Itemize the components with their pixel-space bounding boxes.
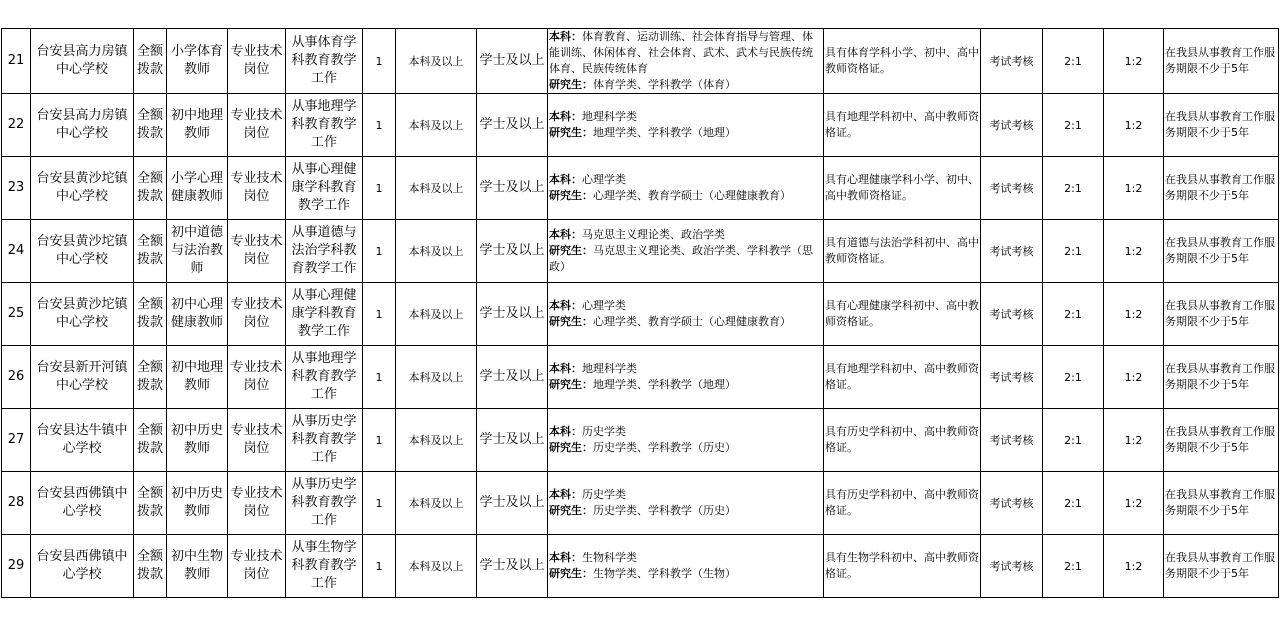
exam-ratio: 2:1 bbox=[1043, 94, 1104, 157]
undergraduate-major bbox=[549, 29, 822, 77]
postgraduate-majors: 心理学类、教育学硕士（心理健康教育） bbox=[593, 189, 791, 202]
post-name: 初中心理健康教师 bbox=[167, 283, 228, 346]
post-name: 初中生物教师 bbox=[167, 535, 228, 598]
exam-method: 考试考核 bbox=[981, 220, 1043, 283]
postgraduate-majors: 历史学类、学科教学（历史） bbox=[593, 504, 736, 517]
degree-requirement: 学士及以上 bbox=[477, 472, 548, 535]
postgraduate-label: 研究生： bbox=[549, 189, 593, 202]
undergraduate-label: 本科： bbox=[549, 173, 582, 186]
undergraduate-majors: 马克思主义理论类、政治学类 bbox=[582, 228, 725, 241]
undergraduate-majors: 体育教育、运动训练、社会体育指导与管理、体能训练、休闲体育、社会体育、武术、武术与民族传统体育、民族传统体育 bbox=[549, 30, 813, 75]
assessment-ratio: 1:2 bbox=[1104, 472, 1164, 535]
undergraduate-major bbox=[549, 361, 822, 377]
degree-requirement: 学士及以上 bbox=[477, 283, 548, 346]
table-row bbox=[2, 535, 1279, 598]
row-number: 26 bbox=[2, 346, 31, 409]
postgraduate-majors: 地理学类、学科教学（地理） bbox=[593, 126, 736, 139]
post-name: 初中历史教师 bbox=[167, 409, 228, 472]
postgraduate-label: 研究生： bbox=[549, 567, 593, 580]
undergraduate-major bbox=[549, 550, 822, 566]
exam-ratio: 2:1 bbox=[1043, 220, 1104, 283]
assessment-ratio: 1:2 bbox=[1104, 157, 1164, 220]
other-conditions: 具有地理学科初中、高中教师资格证。 bbox=[824, 346, 981, 409]
undergraduate-label: 本科： bbox=[549, 110, 582, 123]
post-name: 小学体育教师 bbox=[167, 29, 228, 94]
major-requirement bbox=[548, 472, 824, 535]
employer-unit: 台安县黄沙坨镇中心学校 bbox=[31, 283, 134, 346]
employer-unit: 台安县西佛镇中心学校 bbox=[31, 535, 134, 598]
major-requirement bbox=[548, 409, 824, 472]
funding-type: 全额拨款 bbox=[134, 220, 167, 283]
row-number: 27 bbox=[2, 409, 31, 472]
undergraduate-majors: 生物科学类 bbox=[582, 551, 637, 564]
hiring-count: 1 bbox=[363, 472, 396, 535]
table-row bbox=[2, 29, 1279, 94]
recruitment-table bbox=[1, 28, 1279, 598]
hiring-count: 1 bbox=[363, 409, 396, 472]
employer-unit: 台安县黄沙坨镇中心学校 bbox=[31, 157, 134, 220]
post-duty: 从事体育学科教育教学工作 bbox=[286, 29, 363, 94]
employer-unit: 台安县高力房镇中心学校 bbox=[31, 94, 134, 157]
post-category: 专业技术岗位 bbox=[228, 29, 286, 94]
undergraduate-label: 本科： bbox=[549, 30, 582, 43]
exam-ratio: 2:1 bbox=[1043, 535, 1104, 598]
exam-method: 考试考核 bbox=[981, 409, 1043, 472]
education-requirement: 本科及以上 bbox=[396, 220, 477, 283]
postgraduate-label: 研究生： bbox=[549, 504, 593, 517]
undergraduate-label: 本科： bbox=[549, 425, 582, 438]
other-conditions: 具有体育学科小学、初中、高中教师资格证。 bbox=[824, 29, 981, 94]
exam-ratio: 2:1 bbox=[1043, 29, 1104, 94]
education-requirement: 本科及以上 bbox=[396, 535, 477, 598]
degree-requirement: 学士及以上 bbox=[477, 94, 548, 157]
remarks: 在我县从事教育工作服务期限不少于5年 bbox=[1164, 157, 1279, 220]
exam-method: 考试考核 bbox=[981, 346, 1043, 409]
assessment-ratio: 1:2 bbox=[1104, 535, 1164, 598]
post-duty: 从事心理健康学科教育教学工作 bbox=[286, 283, 363, 346]
education-requirement: 本科及以上 bbox=[396, 29, 477, 94]
undergraduate-majors: 心理学类 bbox=[582, 173, 626, 186]
exam-ratio: 2:1 bbox=[1043, 472, 1104, 535]
post-name: 初中历史教师 bbox=[167, 472, 228, 535]
postgraduate-majors: 心理学类、教育学硕士（心理健康教育） bbox=[593, 315, 791, 328]
post-category: 专业技术岗位 bbox=[228, 409, 286, 472]
education-requirement: 本科及以上 bbox=[396, 346, 477, 409]
row-number: 24 bbox=[2, 220, 31, 283]
other-conditions: 具有历史学科初中、高中教师资格证。 bbox=[824, 472, 981, 535]
exam-method: 考试考核 bbox=[981, 157, 1043, 220]
assessment-ratio: 1:2 bbox=[1104, 409, 1164, 472]
assessment-ratio: 1:2 bbox=[1104, 346, 1164, 409]
degree-requirement: 学士及以上 bbox=[477, 535, 548, 598]
postgraduate-label: 研究生： bbox=[549, 126, 593, 139]
undergraduate-majors: 历史学类 bbox=[582, 425, 626, 438]
funding-type: 全额拨款 bbox=[134, 94, 167, 157]
remarks: 在我县从事教育工作服务期限不少于5年 bbox=[1164, 29, 1279, 94]
remarks: 在我县从事教育工作服务期限不少于5年 bbox=[1164, 220, 1279, 283]
postgraduate-major bbox=[549, 77, 822, 93]
table-row bbox=[2, 94, 1279, 157]
education-requirement: 本科及以上 bbox=[396, 94, 477, 157]
postgraduate-major bbox=[549, 440, 822, 456]
postgraduate-major bbox=[549, 314, 822, 330]
other-conditions: 具有道德与法治学科初中、高中教师资格证。 bbox=[824, 220, 981, 283]
exam-method: 考试考核 bbox=[981, 283, 1043, 346]
post-duty: 从事心理健康学科教育教学工作 bbox=[286, 157, 363, 220]
postgraduate-majors: 马克思主义理论类、政治学类、学科教学（思政） bbox=[549, 244, 813, 273]
undergraduate-major bbox=[549, 227, 822, 243]
undergraduate-label: 本科： bbox=[549, 551, 582, 564]
funding-type: 全额拨款 bbox=[134, 29, 167, 94]
post-duty: 从事地理学科教育教学工作 bbox=[286, 346, 363, 409]
education-requirement: 本科及以上 bbox=[396, 157, 477, 220]
major-requirement bbox=[548, 157, 824, 220]
education-requirement: 本科及以上 bbox=[396, 472, 477, 535]
remarks: 在我县从事教育工作服务期限不少于5年 bbox=[1164, 472, 1279, 535]
row-number: 21 bbox=[2, 29, 31, 94]
row-number: 25 bbox=[2, 283, 31, 346]
hiring-count: 1 bbox=[363, 157, 396, 220]
row-number: 22 bbox=[2, 94, 31, 157]
post-duty: 从事道德与法治学科教育教学工作 bbox=[286, 220, 363, 283]
postgraduate-label: 研究生： bbox=[549, 78, 593, 91]
post-category: 专业技术岗位 bbox=[228, 283, 286, 346]
postgraduate-majors: 体育学类、学科教学（体育） bbox=[593, 78, 736, 91]
undergraduate-majors: 心理学类 bbox=[582, 299, 626, 312]
assessment-ratio: 1:2 bbox=[1104, 94, 1164, 157]
hiring-count: 1 bbox=[363, 346, 396, 409]
major-requirement bbox=[548, 535, 824, 598]
row-number: 28 bbox=[2, 472, 31, 535]
employer-unit: 台安县达牛镇中心学校 bbox=[31, 409, 134, 472]
post-duty: 从事生物学科教育教学工作 bbox=[286, 535, 363, 598]
degree-requirement: 学士及以上 bbox=[477, 157, 548, 220]
major-requirement bbox=[548, 283, 824, 346]
other-conditions: 具有历史学科初中、高中教师资格证。 bbox=[824, 409, 981, 472]
degree-requirement: 学士及以上 bbox=[477, 346, 548, 409]
degree-requirement: 学士及以上 bbox=[477, 409, 548, 472]
table-row bbox=[2, 346, 1279, 409]
post-category: 专业技术岗位 bbox=[228, 94, 286, 157]
funding-type: 全额拨款 bbox=[134, 283, 167, 346]
degree-requirement: 学士及以上 bbox=[477, 220, 548, 283]
exam-method: 考试考核 bbox=[981, 29, 1043, 94]
other-conditions: 具有心理健康学科初中、高中教师资格证。 bbox=[824, 283, 981, 346]
post-category: 专业技术岗位 bbox=[228, 157, 286, 220]
undergraduate-majors: 历史学类 bbox=[582, 488, 626, 501]
major-requirement bbox=[548, 346, 824, 409]
remarks: 在我县从事教育工作服务期限不少于5年 bbox=[1164, 283, 1279, 346]
employer-unit: 台安县新开河镇中心学校 bbox=[31, 346, 134, 409]
other-conditions: 具有心理健康学科小学、初中、高中教师资格证。 bbox=[824, 157, 981, 220]
exam-ratio: 2:1 bbox=[1043, 346, 1104, 409]
undergraduate-label: 本科： bbox=[549, 299, 582, 312]
hiring-count: 1 bbox=[363, 94, 396, 157]
employer-unit: 台安县西佛镇中心学校 bbox=[31, 472, 134, 535]
undergraduate-majors: 地理科学类 bbox=[582, 110, 637, 123]
remarks: 在我县从事教育工作服务期限不少于5年 bbox=[1164, 409, 1279, 472]
undergraduate-major bbox=[549, 109, 822, 125]
postgraduate-major bbox=[549, 188, 822, 204]
education-requirement: 本科及以上 bbox=[396, 283, 477, 346]
major-requirement bbox=[548, 94, 824, 157]
assessment-ratio: 1:2 bbox=[1104, 220, 1164, 283]
exam-method: 考试考核 bbox=[981, 472, 1043, 535]
postgraduate-label: 研究生： bbox=[549, 378, 593, 391]
remarks: 在我县从事教育工作服务期限不少于5年 bbox=[1164, 94, 1279, 157]
postgraduate-majors: 生物学类、学科教学（生物） bbox=[593, 567, 736, 580]
row-number: 29 bbox=[2, 535, 31, 598]
table-body bbox=[2, 29, 1279, 598]
degree-requirement: 学士及以上 bbox=[477, 29, 548, 94]
post-name: 初中地理教师 bbox=[167, 346, 228, 409]
postgraduate-major bbox=[549, 566, 822, 582]
postgraduate-label: 研究生： bbox=[549, 441, 593, 454]
exam-ratio: 2:1 bbox=[1043, 157, 1104, 220]
remarks: 在我县从事教育工作服务期限不少于5年 bbox=[1164, 346, 1279, 409]
major-requirement bbox=[548, 220, 824, 283]
post-duty: 从事历史学科教育教学工作 bbox=[286, 409, 363, 472]
funding-type: 全额拨款 bbox=[134, 535, 167, 598]
undergraduate-label: 本科： bbox=[549, 362, 582, 375]
funding-type: 全额拨款 bbox=[134, 346, 167, 409]
postgraduate-majors: 地理学类、学科教学（地理） bbox=[593, 378, 736, 391]
exam-method: 考试考核 bbox=[981, 535, 1043, 598]
other-conditions: 具有生物学科初中、高中教师资格证。 bbox=[824, 535, 981, 598]
table-row bbox=[2, 409, 1279, 472]
exam-ratio: 2:1 bbox=[1043, 283, 1104, 346]
other-conditions: 具有地理学科初中、高中教师资格证。 bbox=[824, 94, 981, 157]
post-name: 初中道德与法治教师 bbox=[167, 220, 228, 283]
post-category: 专业技术岗位 bbox=[228, 535, 286, 598]
postgraduate-major bbox=[549, 503, 822, 519]
undergraduate-major bbox=[549, 298, 822, 314]
hiring-count: 1 bbox=[363, 29, 396, 94]
hiring-count: 1 bbox=[363, 283, 396, 346]
funding-type: 全额拨款 bbox=[134, 157, 167, 220]
education-requirement: 本科及以上 bbox=[396, 409, 477, 472]
postgraduate-major bbox=[549, 125, 822, 141]
employer-unit: 台安县黄沙坨镇中心学校 bbox=[31, 220, 134, 283]
undergraduate-label: 本科： bbox=[549, 488, 582, 501]
postgraduate-majors: 历史学类、学科教学（历史） bbox=[593, 441, 736, 454]
funding-type: 全额拨款 bbox=[134, 472, 167, 535]
table-row bbox=[2, 283, 1279, 346]
assessment-ratio: 1:2 bbox=[1104, 29, 1164, 94]
post-duty: 从事历史学科教育教学工作 bbox=[286, 472, 363, 535]
post-category: 专业技术岗位 bbox=[228, 346, 286, 409]
row-number: 23 bbox=[2, 157, 31, 220]
major-requirement bbox=[548, 29, 824, 94]
table-row bbox=[2, 472, 1279, 535]
postgraduate-label: 研究生： bbox=[549, 244, 593, 257]
hiring-count: 1 bbox=[363, 535, 396, 598]
funding-type: 全额拨款 bbox=[134, 409, 167, 472]
post-category: 专业技术岗位 bbox=[228, 220, 286, 283]
table-row bbox=[2, 220, 1279, 283]
exam-ratio: 2:1 bbox=[1043, 409, 1104, 472]
undergraduate-major bbox=[549, 424, 822, 440]
undergraduate-label: 本科： bbox=[549, 228, 582, 241]
undergraduate-major bbox=[549, 487, 822, 503]
employer-unit: 台安县高力房镇中心学校 bbox=[31, 29, 134, 94]
table-row bbox=[2, 157, 1279, 220]
undergraduate-major bbox=[549, 172, 822, 188]
post-category: 专业技术岗位 bbox=[228, 472, 286, 535]
hiring-count: 1 bbox=[363, 220, 396, 283]
postgraduate-label: 研究生： bbox=[549, 315, 593, 328]
postgraduate-major bbox=[549, 243, 822, 275]
post-duty: 从事地理学科教育教学工作 bbox=[286, 94, 363, 157]
post-name: 初中地理教师 bbox=[167, 94, 228, 157]
exam-method: 考试考核 bbox=[981, 94, 1043, 157]
postgraduate-major bbox=[549, 377, 822, 393]
remarks: 在我县从事教育工作服务期限不少于5年 bbox=[1164, 535, 1279, 598]
assessment-ratio: 1:2 bbox=[1104, 283, 1164, 346]
post-name: 小学心理健康教师 bbox=[167, 157, 228, 220]
undergraduate-majors: 地理科学类 bbox=[582, 362, 637, 375]
